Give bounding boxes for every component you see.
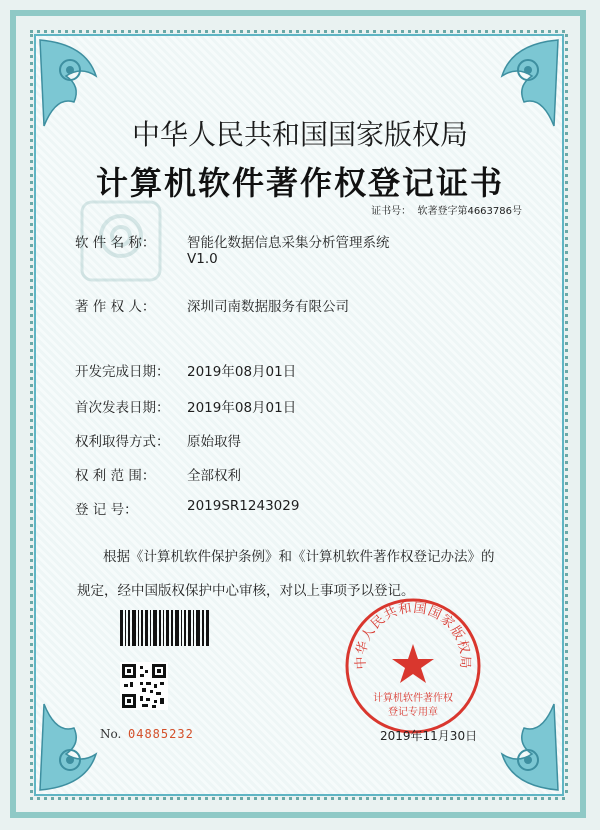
- document-title: 计算机软件著作权登记证书: [95, 164, 504, 202]
- qr-code-icon: [120, 662, 168, 710]
- statement-line: 根据《计算机软件保护条例》和《计算机软件著作权登记办法》的: [103, 549, 495, 565]
- certificate-number: [371, 202, 522, 217]
- field-label: 首次发表日期：: [75, 400, 170, 416]
- field-label: 权 利 范 围：: [75, 468, 156, 484]
- field-copyright-owner: [75, 295, 349, 315]
- field-publish-date: [75, 396, 296, 416]
- field-value: 原始取得: [187, 434, 241, 450]
- certificate-number-value: 软著登字第4663786号: [417, 206, 522, 217]
- issuer-title: 中华人民共和国国家版权局: [131, 118, 468, 151]
- serial-label: No.: [100, 727, 122, 741]
- issue-date: 2019年11月30日: [380, 729, 478, 743]
- field-label: 开发完成日期：: [75, 364, 170, 380]
- field-software-name: [75, 231, 390, 267]
- field-value: 深圳司南数据服务有限公司: [187, 299, 349, 315]
- field-registration-number: [75, 498, 299, 518]
- statement-line: 规定，经中国版权保护中心审核，对以上事项予以登记。: [77, 583, 415, 599]
- field-acquisition-method: [75, 430, 241, 450]
- official-seal: [343, 596, 483, 736]
- field-completion-date: [75, 360, 296, 380]
- serial-number: 04885232: [128, 727, 194, 741]
- field-value: 2019SR1243029: [187, 498, 300, 514]
- seal-outer-text: 中华人民共和国国家版权局: [353, 600, 473, 670]
- star-icon: [392, 644, 434, 683]
- software-version: V1.0: [187, 251, 218, 267]
- field-label: 登 记 号：: [75, 502, 138, 518]
- barcode-icon: [120, 610, 210, 646]
- field-label: 著 作 权 人：: [75, 299, 156, 315]
- field-value: [187, 231, 390, 267]
- field-value: 全部权利: [187, 468, 241, 484]
- field-label: 权利取得方式：: [75, 434, 170, 450]
- field-label: 软 件 名 称：: [75, 235, 156, 251]
- field-rights-scope: [75, 464, 241, 484]
- certificate-number-label: 证书号：: [371, 206, 412, 217]
- field-value: 2019年08月01日: [187, 400, 297, 416]
- ornament-icon: [36, 698, 132, 794]
- seal-inner-line2: 登记专用章: [388, 707, 438, 718]
- field-value: 2019年08月01日: [187, 364, 297, 380]
- seal-inner-line1: 计算机软件著作权: [373, 693, 453, 704]
- software-name: 智能化数据信息采集分析管理系统: [187, 235, 390, 251]
